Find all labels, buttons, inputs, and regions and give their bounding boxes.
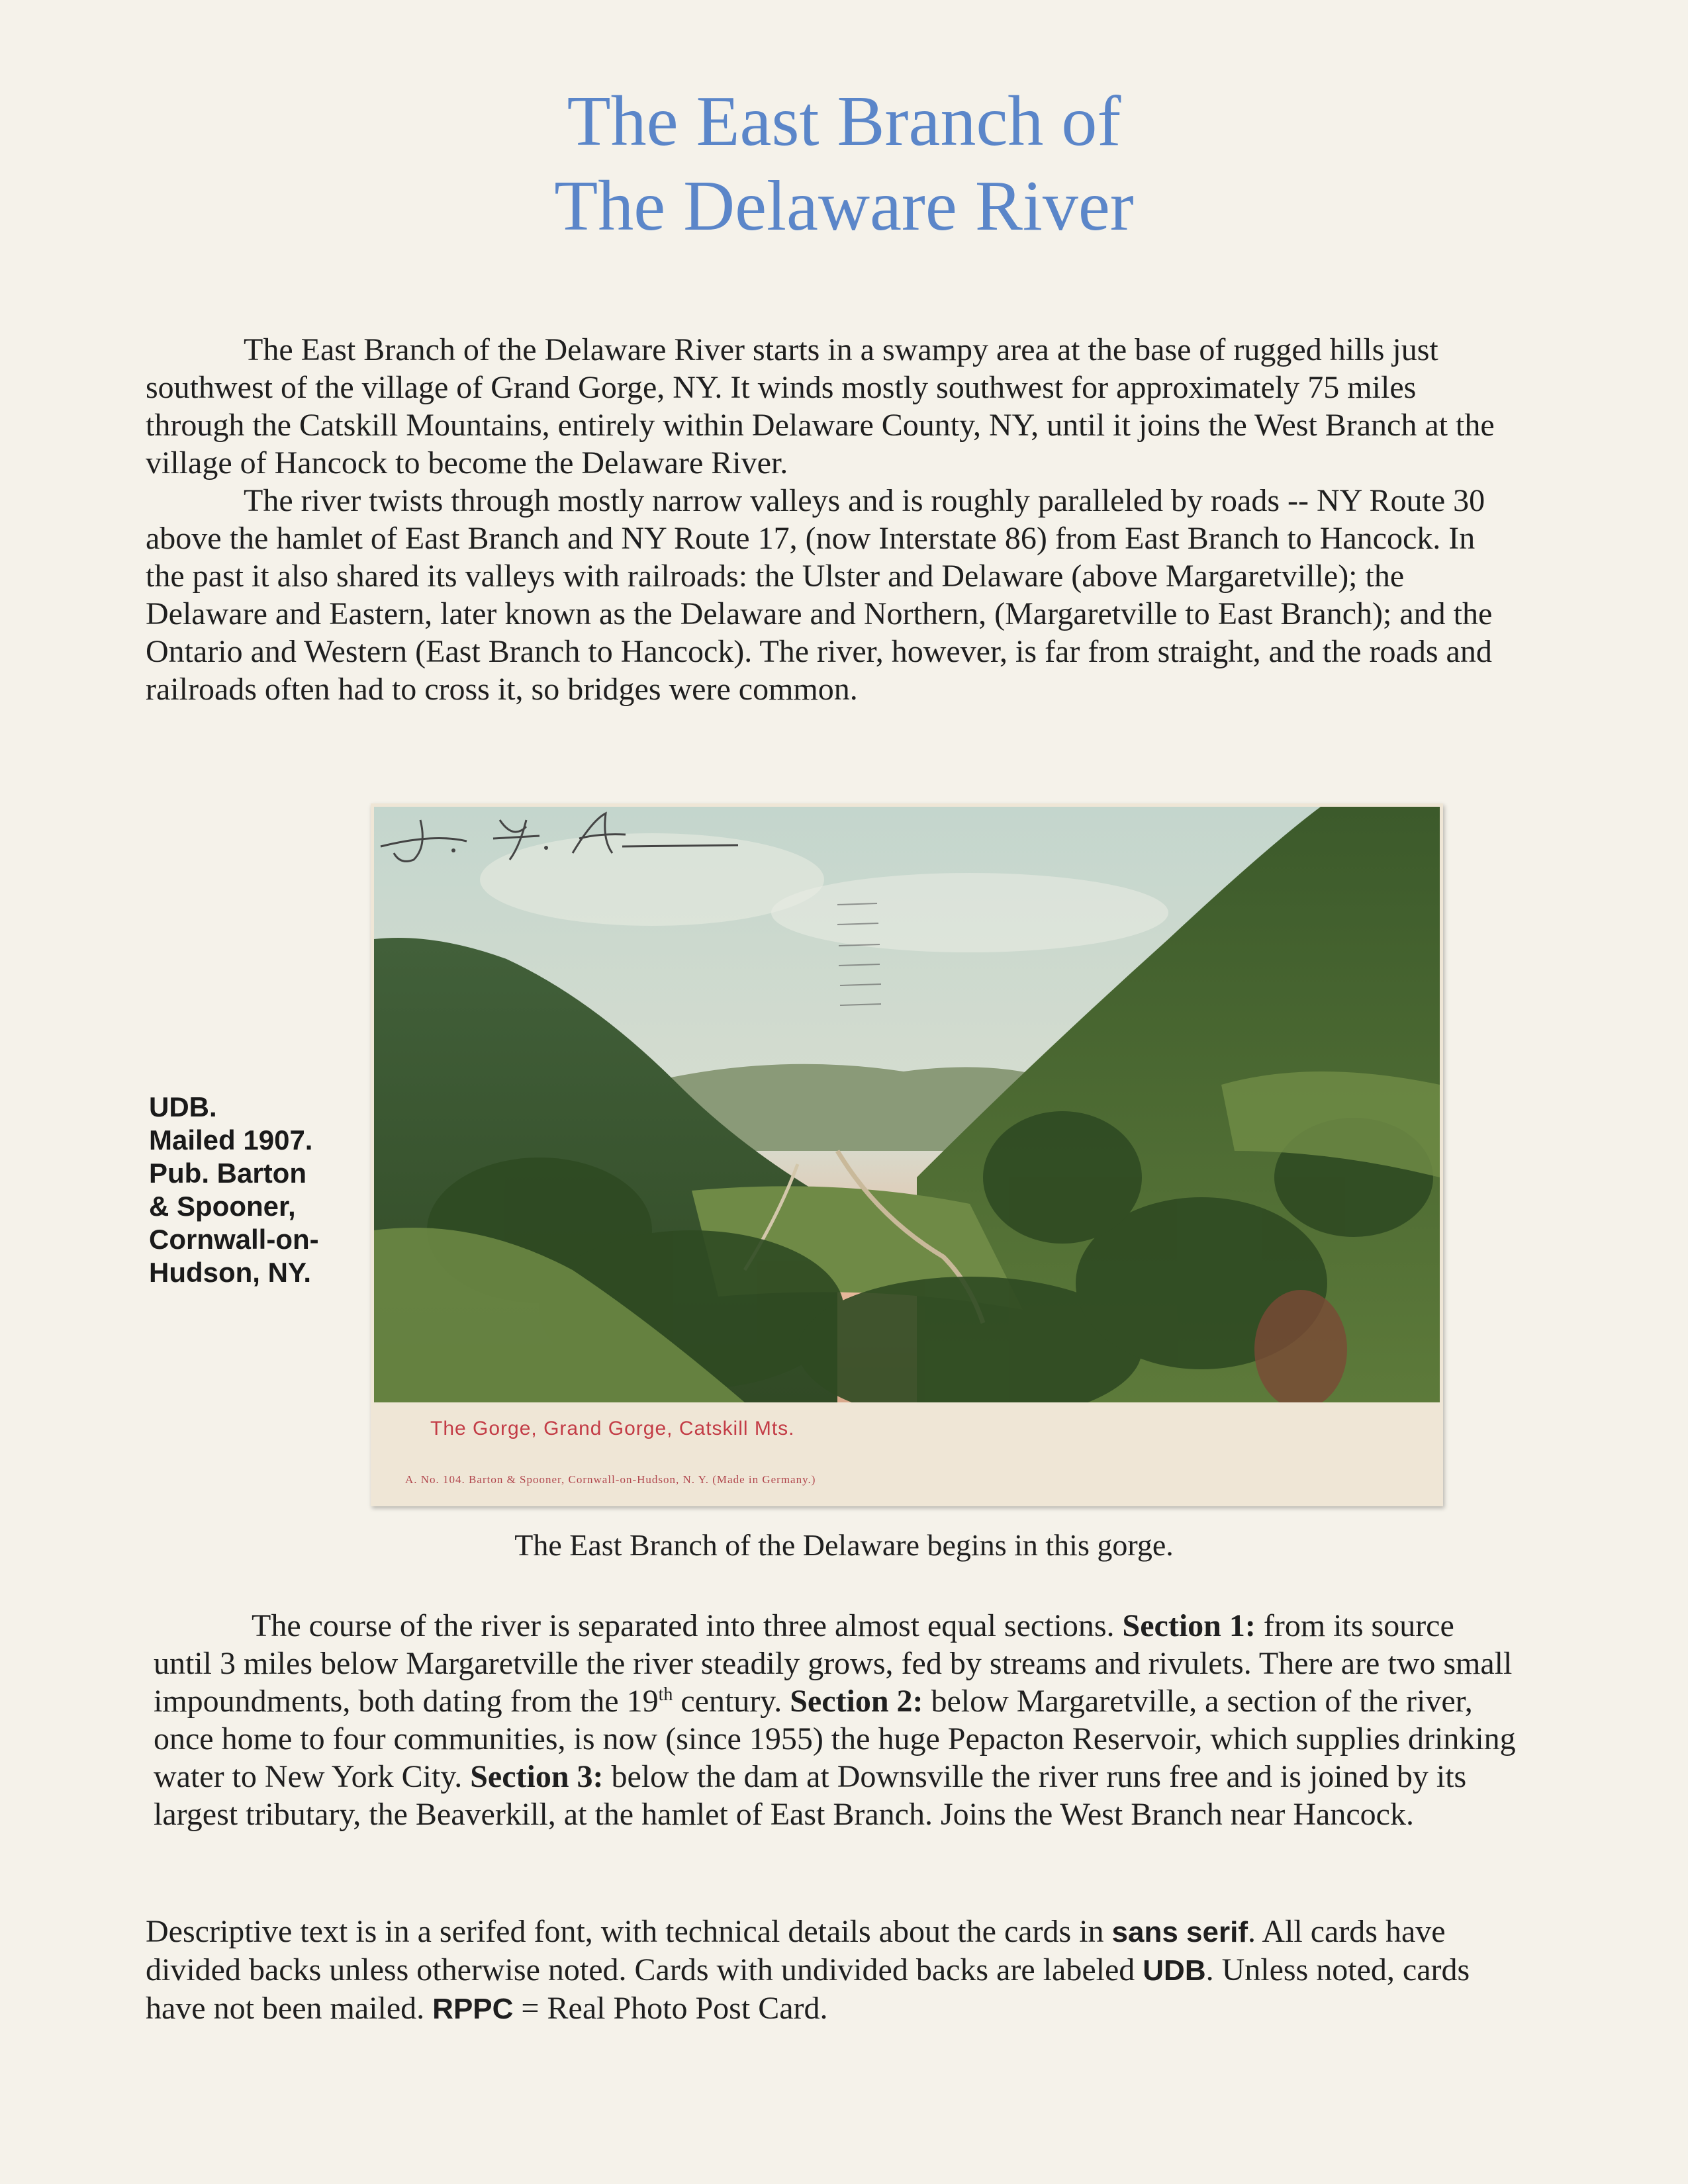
gorge-landscape-picture (374, 807, 1440, 1402)
title-line-1: The East Branch of (567, 82, 1121, 161)
side-note-line: & Spooner, (149, 1191, 296, 1222)
page-title (0, 79, 1688, 249)
section-1-text: from its source until 3 miles below Margaretville the river steadily grows, fed by streams and rivulets. There are two small impoundments, both dating from the 19 (154, 1608, 1513, 1719)
ordinal-suffix: th (658, 1684, 673, 1705)
section-1-text-end: century. (673, 1684, 790, 1719)
sections-paragraph (154, 1607, 1517, 1833)
postcard-imprint: A. No. 104. Barton & Spooner, Cornwall-on-Hudson, N. Y. (Made in Germany.) (405, 1473, 816, 1486)
sections-text (154, 1607, 1517, 1833)
notes-text (146, 1913, 1509, 2028)
section-3-text: below the dam at Downsville the river runs free and is joined by its largest tributary, the Beaverkill, at the hamlet of East Branch. Joins the West Branch near Hancock. (154, 1759, 1467, 1832)
notes-text-b: . All cards have divided backs unless otherwise noted. Cards with undivided backs are labeled (146, 1914, 1446, 1987)
sans-serif-term: sans serif (1111, 1916, 1248, 1948)
section-2-text: below Margaretville, a section of the river, once home to four communities, is now (since 1955) the huge Pepacton Reservoir, which supplies drinking water to New York City. (154, 1684, 1516, 1794)
postcard-image (371, 803, 1443, 1506)
notes-paragraph (146, 1913, 1509, 2028)
side-note-line: UDB. (149, 1091, 217, 1122)
intro-paragraph-2: The river twists through mostly narrow valleys and is roughly paralleled by roads -- NY Route 30 above the hamlet of East Branch and NY Route 17, (now Interstate 86) from East Branch to Hancock. In the past it also shared its valleys with railroads: the Ulster and Delaware (above Margaretville); the Delaware and Eastern, later known as the Delaware and Northern, (Margaretville to East Branch); and the Ontario and Western (East Branch to Hancock). The river, however, is far from straight, and the roads and railroads often had to cross it, so bridges were common. (146, 483, 1493, 707)
rppc-term: RPPC (432, 1993, 514, 2025)
side-note-line: Hudson, NY. (149, 1257, 312, 1288)
section-3-label: Section 3: (470, 1759, 604, 1794)
card-details-note (149, 1091, 348, 1289)
notes-text-a: Descriptive text is in a serifed font, with technical details about the cards in (146, 1914, 1112, 1949)
postcard-caption: The Gorge, Grand Gorge, Catskill Mts. (430, 1418, 795, 1439)
intro-text (146, 331, 1509, 708)
side-note-line: Mailed 1907. (149, 1124, 313, 1156)
side-note-line: Cornwall-on- (149, 1224, 319, 1255)
intro-paragraph-1: The East Branch of the Delaware River starts in a swampy area at the base of rugged hills just southwest of the village of Grand Gorge, NY. It winds mostly southwest for approximately 75 miles through the Catskill Mountains, entirely within Delaware County, NY, until it joins the West Branch at the village of Hancock to become the Delaware River. (146, 332, 1495, 480)
sections-intro: The course of the river is separated into three almost equal sections. (252, 1608, 1123, 1643)
notes-text-d: = Real Photo Post Card. (513, 1991, 828, 2026)
photo-caption: The East Branch of the Delaware begins in this gorge. (514, 1528, 1174, 1562)
side-note-line: Pub. Barton (149, 1158, 306, 1189)
udb-term: UDB (1143, 1954, 1206, 1987)
section-1-label: Section 1: (1122, 1608, 1256, 1643)
handwritten-signature (374, 807, 745, 866)
title-line-2: The Delaware River (554, 167, 1134, 246)
section-2-label: Section 2: (790, 1684, 923, 1719)
notes-text-c: . Unless noted, cards have not been mailed. (146, 1952, 1470, 2026)
